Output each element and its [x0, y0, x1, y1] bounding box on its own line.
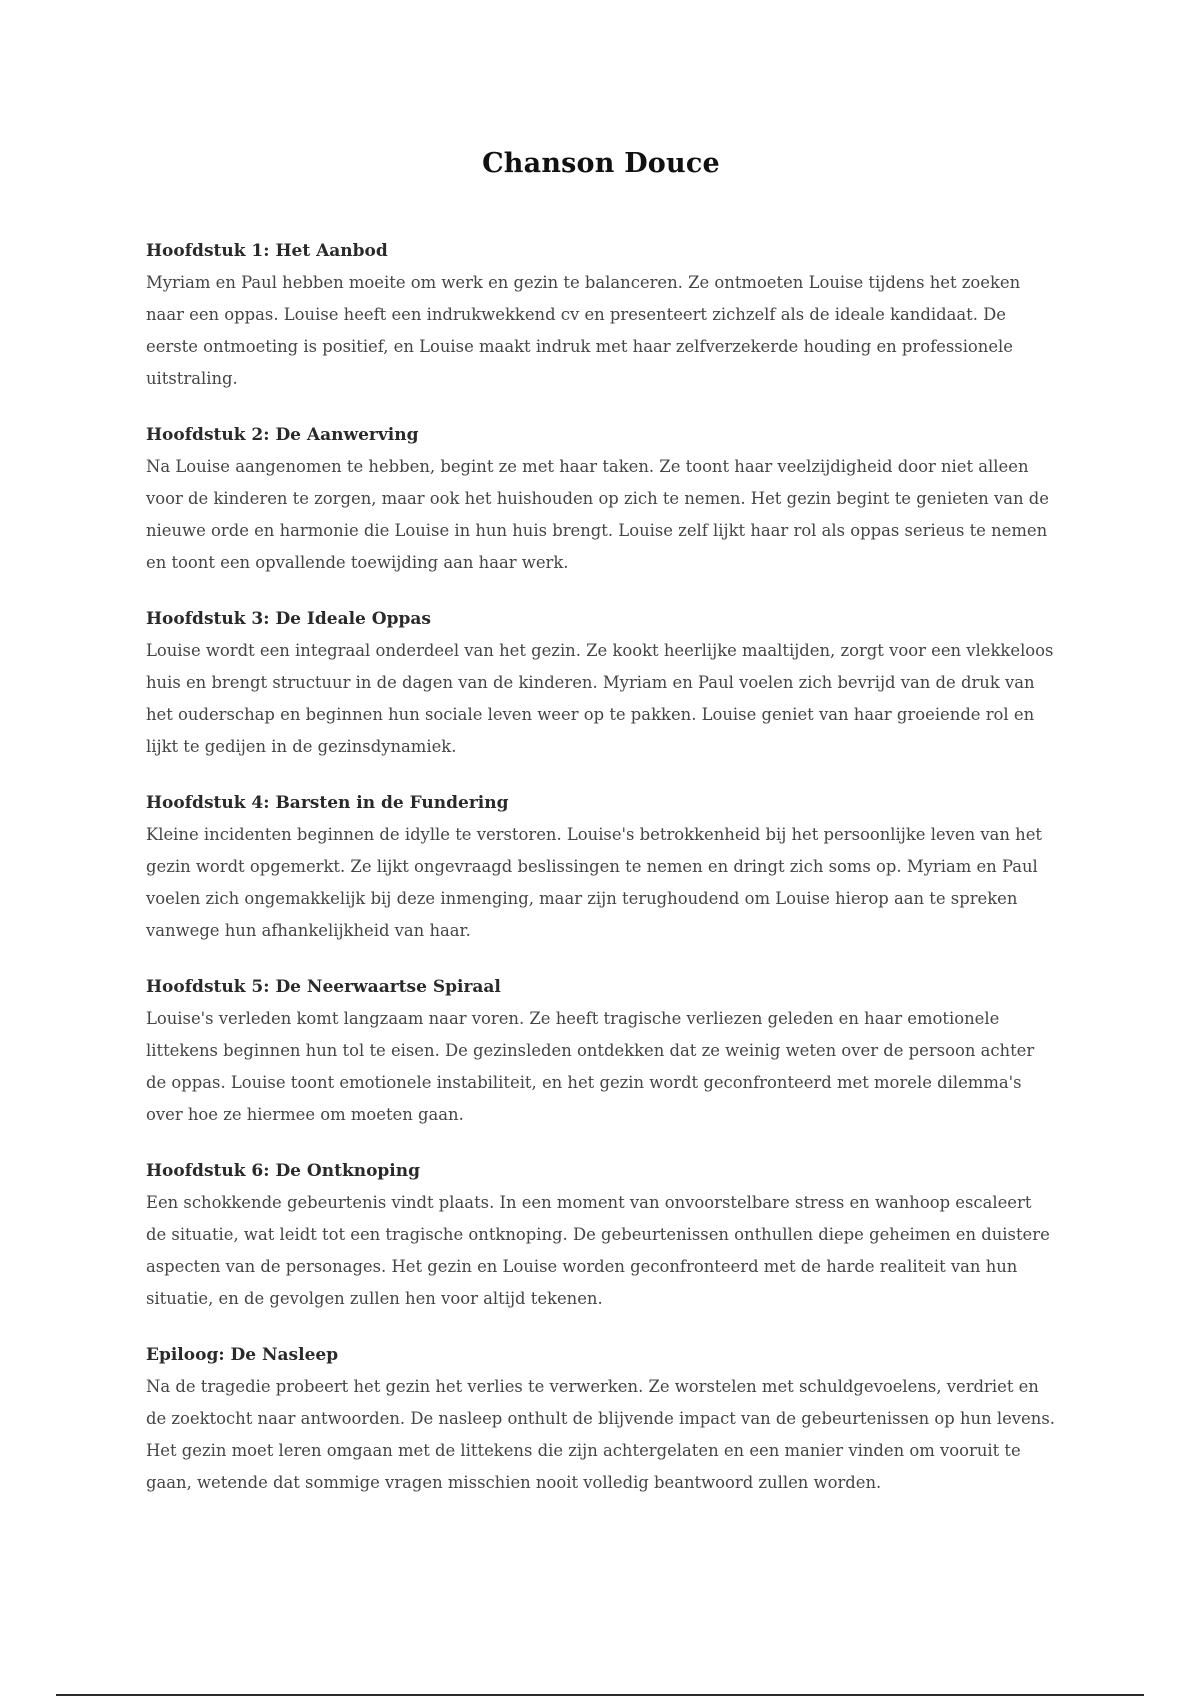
chapter-section: [146, 419, 1056, 579]
document-title: Chanson Douce: [482, 148, 720, 179]
chapter-body: Louise's verleden komt langzaam naar voren. Ze heeft tragische verliezen geleden en haar emotionele littekens beginnen hun tol te eisen. De gezinsleden ontdekken dat ze weinig weten over de persoon achter de oppas. Louise toont emotionele instabiliteit, en het gezin wordt geconfronteerd met morele dilemma's over hoe ze hiermee om moeten gaan.: [146, 1009, 1035, 1124]
epilogue-section: [146, 1339, 1056, 1499]
chapter-body: Myriam en Paul hebben moeite om werk en gezin te balanceren. Ze ontmoeten Louise tijdens het zoeken naar een oppas. Louise heeft een indrukwekkend cv en presenteert zichzelf als de ideale kandidaat. De eerste ontmoeting is positief, en Louise maakt indruk met haar zelfverzekerde houding en professionele uitstraling.: [146, 273, 1021, 388]
footer-divider: [56, 1694, 1144, 1696]
chapter-body: Na Louise aangenomen te hebben, begint ze met haar taken. Ze toont haar veelzijdigheid door niet alleen voor de kinderen te zorgen, maar ook het huishouden op zich te nemen. Het gezin begint te genieten van de nieuwe orde en harmonie die Louise in hun huis brengt. Louise zelf lijkt haar rol als oppas serieus te nemen en toont een opvallende toewijding aan haar werk.: [146, 457, 1049, 572]
chapter-body: Kleine incidenten beginnen de idylle te verstoren. Louise's betrokkenheid bij het persoonlijke leven van het gezin wordt opgemerkt. Ze lijkt ongevraagd beslissingen te nemen en dringt zich soms op. Myriam en Paul voelen zich ongemakkelijk bij deze inmenging, maar zijn terughoudend om Louise hierop aan te spreken vanwege hun afhankelijkheid van haar.: [146, 825, 1043, 940]
chapter-section: [146, 787, 1056, 947]
epilogue-body: Na de tragedie probeert het gezin het verlies te verwerken. Ze worstelen met schuldgevoelens, verdriet en de zoektocht naar antwoorden. De nasleep onthult de blijvende impact van de gebeurtenissen op hun levens. Het gezin moet leren omgaan met de littekens die zijn achtergelaten en een manier vinden om vooruit te gaan, wetende dat sommige vragen misschien nooit volledig beantwoord zullen worden.: [146, 1377, 1055, 1492]
chapter-heading: Hoofdstuk 1: Het Aanbod: [146, 241, 388, 261]
chapter-heading: Hoofdstuk 4: Barsten in de Fundering: [146, 793, 509, 813]
chapter-heading: Hoofdstuk 6: De Ontknoping: [146, 1161, 421, 1181]
epilogue-heading: Epiloog: De Nasleep: [146, 1345, 339, 1365]
chapter-body: Een schokkende gebeurtenis vindt plaats. In een moment van onvoorstelbare stress en wanhoop escaleert de situatie, wat leidt tot een tragische ontknoping. De gebeurtenissen onthullen diepe geheimen en duistere aspecten van de personages. Het gezin en Louise worden geconfronteerd met de harde realiteit van hun situatie, en de gevolgen zullen hen voor altijd tekenen.: [146, 1193, 1050, 1308]
chapter-section: [146, 235, 1056, 395]
document-page: [146, 130, 1056, 1523]
chapter-heading: Hoofdstuk 3: De Ideale Oppas: [146, 609, 431, 629]
chapter-body: Louise wordt een integraal onderdeel van het gezin. Ze kookt heerlijke maaltijden, zorgt voor een vlekkeloos huis en brengt structuur in de dagen van de kinderen. Myriam en Paul voelen zich bevrijd van de druk van het ouderschap en beginnen hun sociale leven weer op te pakken. Louise geniet van haar groeiende rol en lijkt te gedijen in de gezinsdynamiek.: [146, 641, 1054, 756]
chapter-section: [146, 971, 1056, 1131]
chapter-heading: Hoofdstuk 2: De Aanwerving: [146, 425, 419, 445]
chapter-section: [146, 603, 1056, 763]
chapter-section: [146, 1155, 1056, 1315]
chapter-heading: Hoofdstuk 5: De Neerwaartse Spiraal: [146, 977, 501, 997]
